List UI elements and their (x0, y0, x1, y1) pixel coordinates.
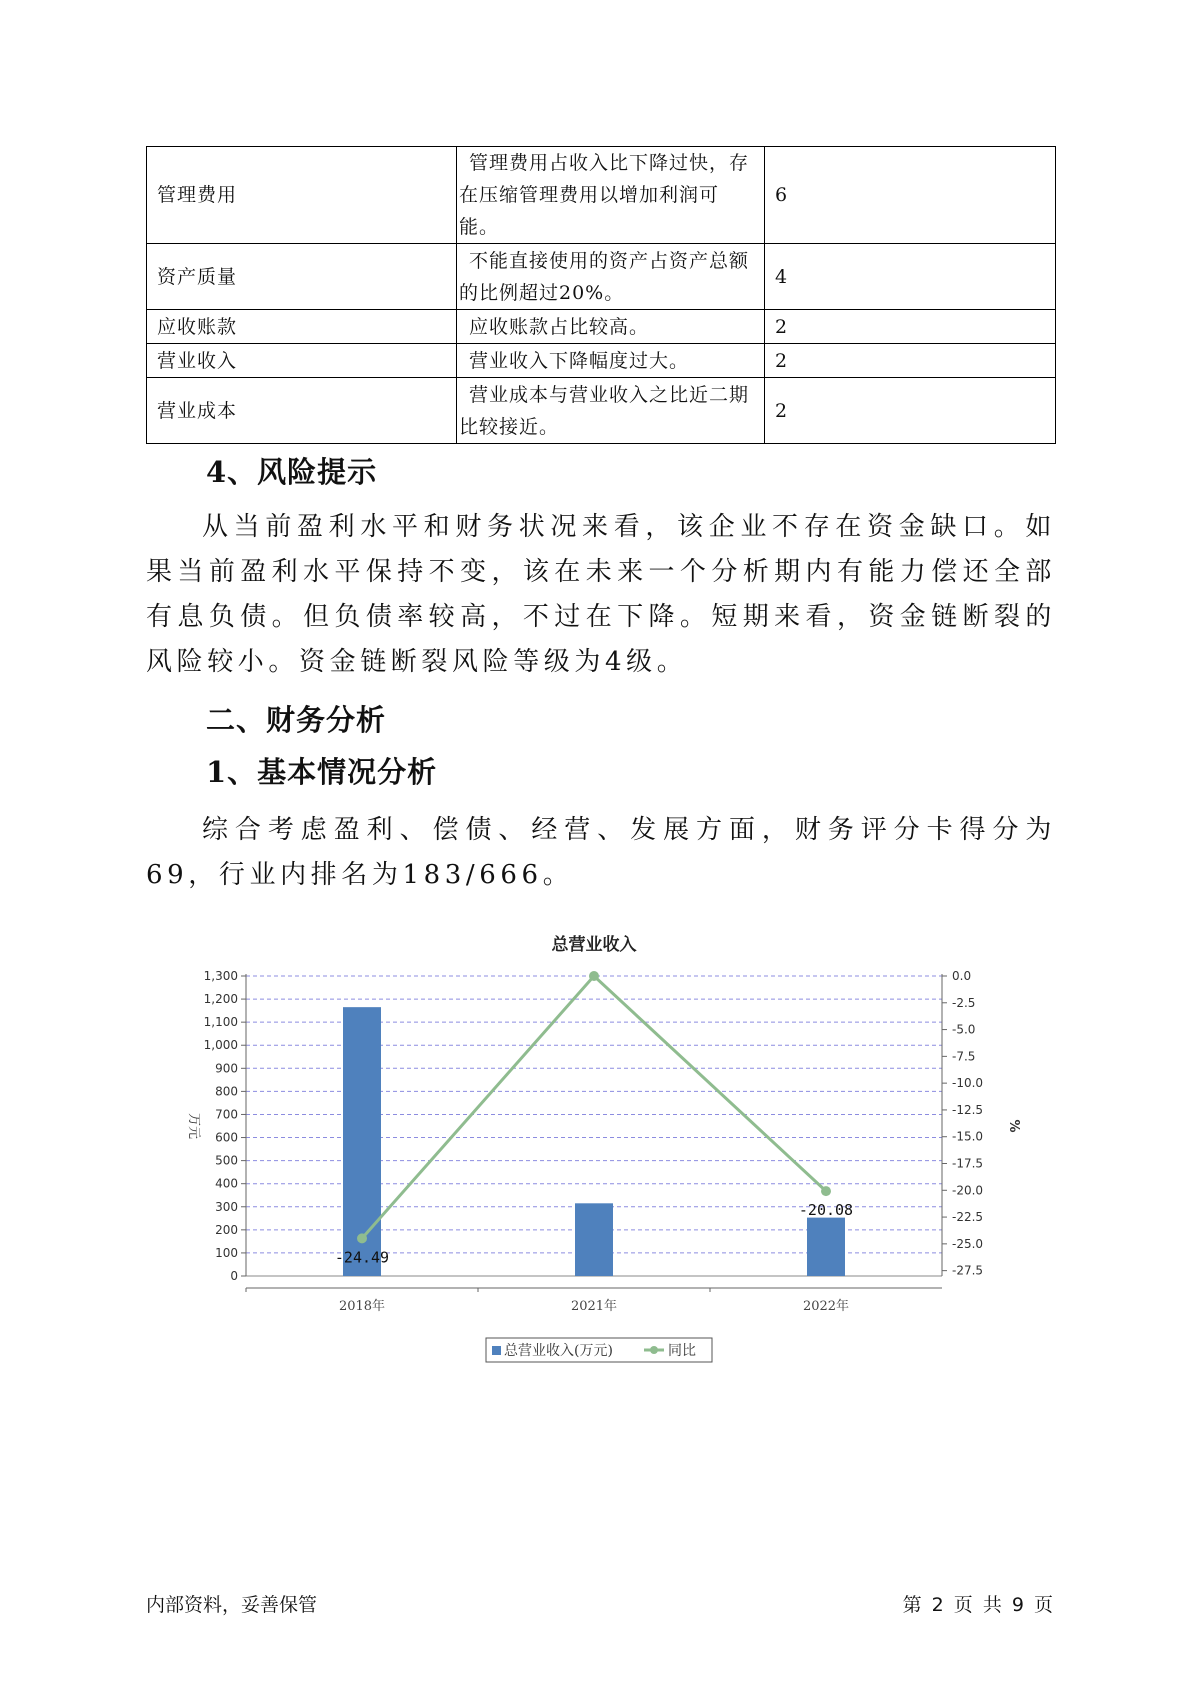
y-tick-label: 300 (215, 1199, 238, 1214)
risk-item-cell: 资产质量 (147, 244, 457, 310)
legend-swatch-revenue (492, 1346, 501, 1355)
y-tick-label: 0 (230, 1269, 238, 1283)
finance-paragraph-text: 综合考虑盈利、偿债、经营、发展方面，财务评分卡得分为69，行业内排名为183/666。 (146, 815, 1056, 890)
y-tick-label: 1,100 (203, 1015, 238, 1030)
yoy-data-label: -20.08 (798, 1201, 854, 1220)
y2-tick-label: -25.0 (952, 1236, 984, 1251)
risk-description-line2: 比较接近。 (459, 415, 560, 438)
finance-heading: 二、财务分析 (206, 703, 387, 737)
risk-description-cell (457, 378, 765, 444)
y-tick-label: 800 (215, 1084, 238, 1099)
risk-table-row (147, 147, 1056, 244)
y-tick-label: 100 (215, 1245, 238, 1260)
footer-confidential: 内部资料，妥善保管 (146, 1594, 318, 1616)
risk-table-row (147, 378, 1056, 444)
risk-paragraph (146, 505, 1056, 685)
x-tick-label: 2021年 (570, 1299, 618, 1314)
risk-description-line2: 在压缩管理费用以增加利润可能。 (459, 184, 720, 238)
x-tick-label: 2022年 (802, 1299, 850, 1314)
risk-item-cell: 营业成本 (147, 378, 457, 444)
y2-tick-label: -5.0 (952, 1022, 976, 1037)
y-tick-label: 1,200 (203, 992, 238, 1007)
y-tick-label: 200 (215, 1222, 238, 1237)
risk-score-cell: 2 (765, 378, 1056, 444)
risk-description-line1: 不能直接使用的资产占资产总额 (469, 249, 750, 272)
risk-description-line1: 营业成本与营业收入之比近二期 (469, 383, 750, 406)
y2-tick-label: -2.5 (952, 995, 976, 1010)
risk-item-cell: 管理费用 (147, 147, 457, 244)
risk-score-cell: 6 (765, 147, 1056, 244)
y2-tick-label: -10.0 (952, 1076, 984, 1091)
legend-label-yoy: 同比 (668, 1343, 696, 1359)
yoy-point (821, 1186, 831, 1196)
risk-score-cell: 4 (765, 244, 1056, 310)
risk-description-cell (457, 244, 765, 310)
y2-tick-label: -12.5 (952, 1102, 984, 1117)
finance-paragraph (146, 808, 1056, 898)
risk-item-cell: 营业收入 (147, 344, 457, 378)
page-number: 第 2 页 共 9 页 (902, 1594, 1055, 1616)
y-tick-label: 700 (215, 1107, 238, 1122)
revenue-chart (160, 920, 1040, 1380)
risk-table-row (147, 244, 1056, 310)
y-tick-label: 600 (215, 1130, 238, 1145)
risk-paragraph-text: 从当前盈利水平和财务状况来看，该企业不存在资金缺口。如果当前盈利水平保持不变，该在未来一个分析期内有能力偿还全部有息负债。但负债率较高，不过在下降。短期来看，资金链断裂的风险较小。资金链断裂风险等级为4级。 (146, 512, 1056, 677)
y-tick-label: 400 (215, 1176, 238, 1191)
y-axis-title: 万元 (186, 1112, 201, 1140)
revenue-bar (807, 1218, 845, 1276)
legend-swatch-yoy-point (650, 1346, 658, 1354)
y2-tick-label: 0.0 (952, 969, 972, 983)
risk-description-cell (457, 344, 765, 378)
risk-description-cell (457, 310, 765, 344)
risk-table-row (147, 310, 1056, 344)
yoy-data-label: -24.49 (334, 1248, 390, 1267)
y2-axis-title: % (1006, 1119, 1021, 1133)
chart-title: 总营业收入 (551, 935, 637, 955)
revenue-bar (575, 1203, 613, 1276)
risk-item-cell: 应收账款 (147, 310, 457, 344)
y2-tick-label: -27.5 (952, 1263, 984, 1278)
y2-tick-label: -20.0 (952, 1183, 984, 1198)
y-tick-label: 900 (215, 1061, 238, 1076)
risk-description-line2: 的比例超过20%。 (459, 281, 625, 304)
risk-score-cell: 2 (765, 344, 1056, 378)
y2-tick-label: -17.5 (952, 1156, 984, 1171)
risk-score-cell: 2 (765, 310, 1056, 344)
risk-description-cell (457, 147, 765, 244)
legend-label-revenue: 总营业收入(万元) (504, 1343, 613, 1359)
risk-table (146, 146, 1056, 444)
y2-tick-label: -7.5 (952, 1049, 976, 1064)
yoy-point (357, 1233, 367, 1243)
risk-description-line1: 应收账款占比较高。 (469, 315, 650, 338)
y-tick-label: 500 (215, 1153, 238, 1168)
x-tick-label: 2018年 (338, 1299, 386, 1314)
yoy-line (362, 976, 826, 1238)
risk-heading: 4、风险提示 (206, 455, 378, 489)
yoy-point (589, 971, 599, 981)
basic-analysis-heading: 1、基本情况分析 (206, 755, 438, 789)
y-tick-label: 1,300 (203, 969, 238, 983)
risk-description-line1: 营业收入下降幅度过大。 (469, 349, 690, 372)
y2-tick-label: -15.0 (952, 1129, 984, 1144)
y2-tick-label: -22.5 (952, 1210, 984, 1225)
risk-description-line1: 管理费用占收入比下降过快，存 (469, 152, 750, 174)
risk-table-body (147, 147, 1056, 444)
y-tick-label: 1,000 (203, 1038, 238, 1053)
risk-table-row (147, 344, 1056, 378)
